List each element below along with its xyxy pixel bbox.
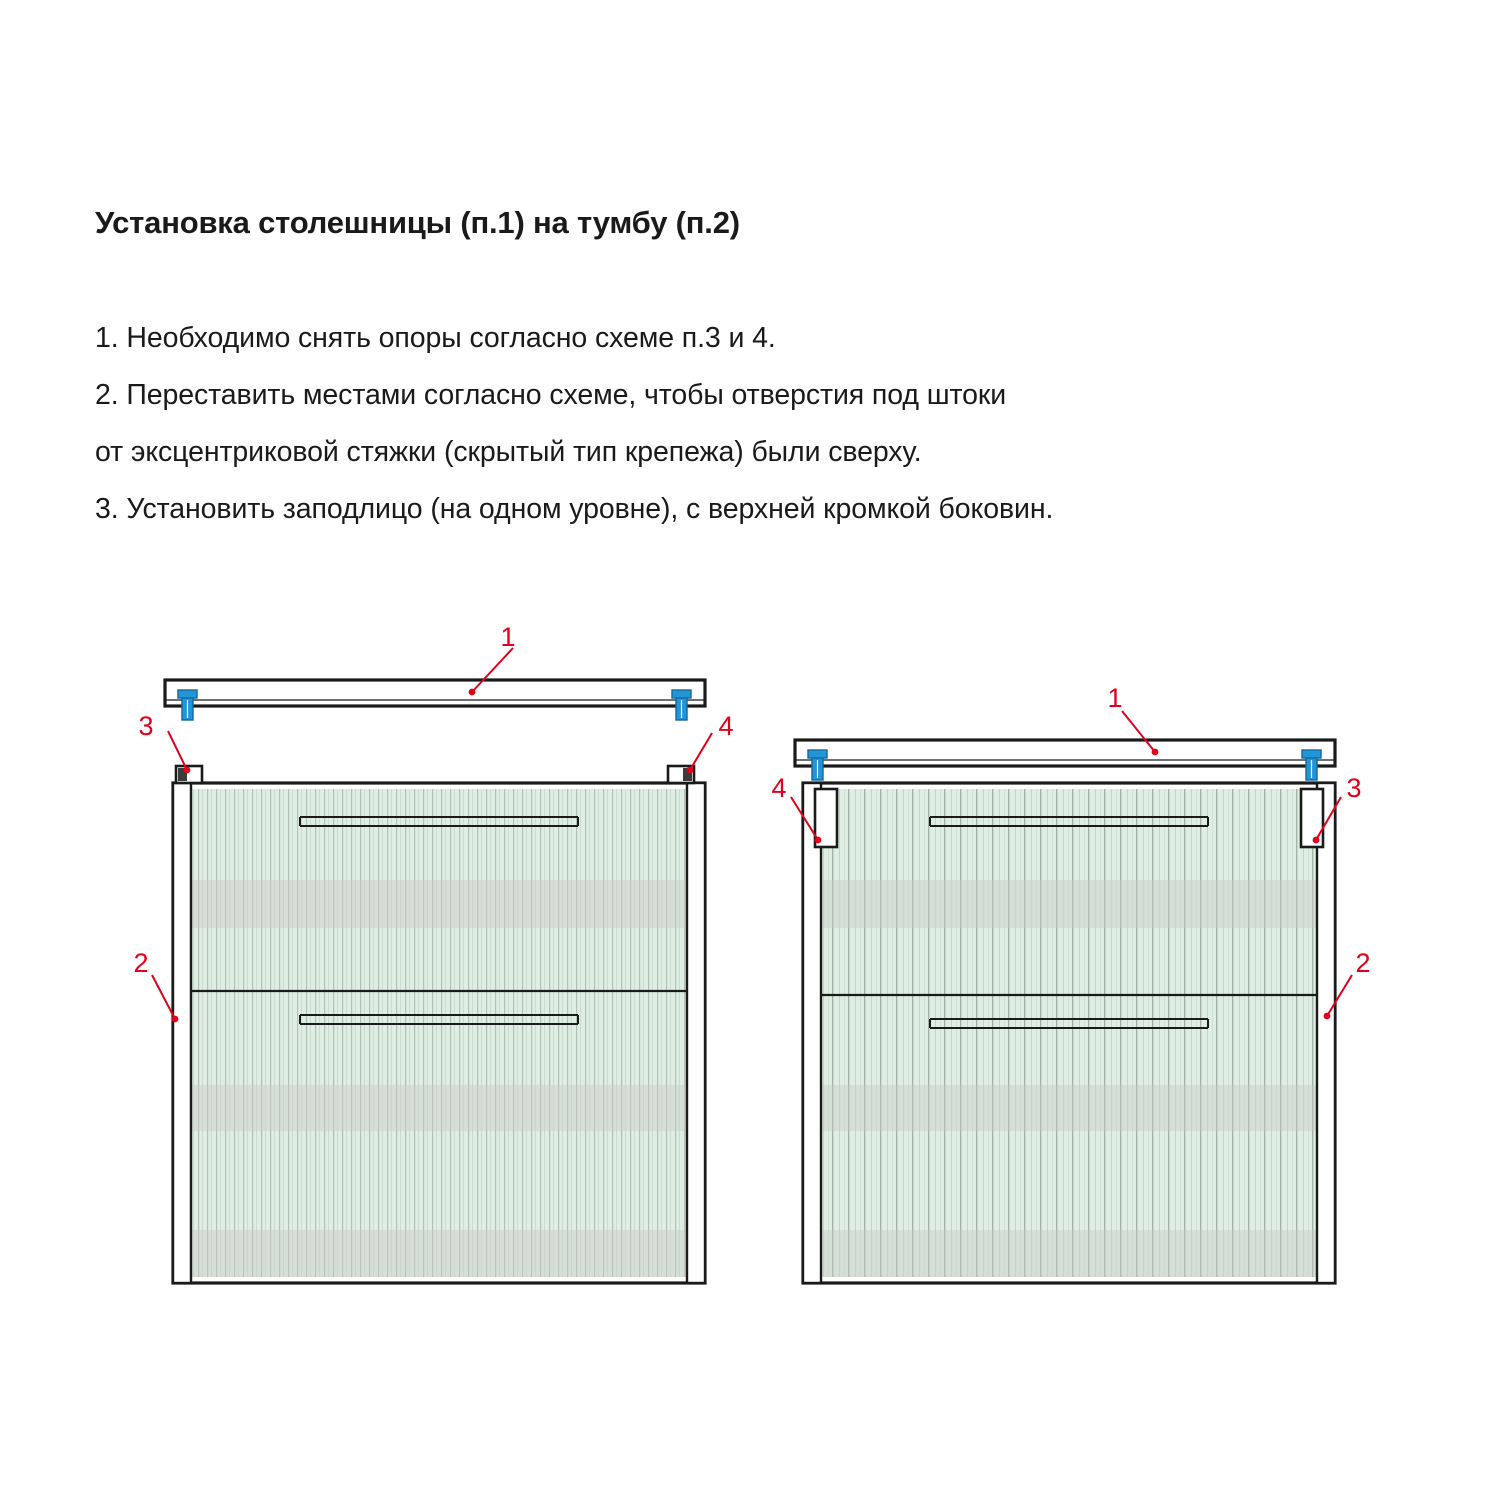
instruction-line-3: от эксцентриковой стяжки (скрытый тип крепежа) были сверху. — [95, 436, 922, 468]
instruction-line-4: 3. Установить заподлицо (на одном уровне), с верхней кромкой боковин. — [95, 493, 1054, 525]
callout-left-3: 3 — [138, 711, 154, 741]
page-title: Установка столешницы (п.1) на тумбу (п.2) — [95, 205, 740, 240]
callout-right-2: 2 — [1355, 948, 1371, 978]
callout-left-4: 4 — [718, 711, 734, 741]
callout-right-4: 4 — [771, 773, 787, 803]
right-cabinet-body — [803, 783, 1335, 1283]
callout-left-1: 1 — [500, 622, 516, 652]
left-countertop — [165, 680, 705, 706]
callout-right-1: 1 — [1107, 683, 1123, 713]
callout-left-2: 2 — [133, 948, 149, 978]
left-view-group — [133, 622, 733, 1283]
right-view-group — [771, 683, 1370, 1283]
left-cabinet-body — [173, 783, 705, 1283]
instruction-line-1: 1. Необходимо снять опоры согласно схеме п.3 и 4. — [95, 322, 776, 354]
callout-right-3: 3 — [1346, 773, 1362, 803]
right-countertop — [795, 740, 1335, 766]
right-support-3 — [1301, 789, 1323, 847]
instruction-line-2: 2. Переставить местами согласно схеме, чтобы отверстия под штоки — [95, 379, 1007, 411]
